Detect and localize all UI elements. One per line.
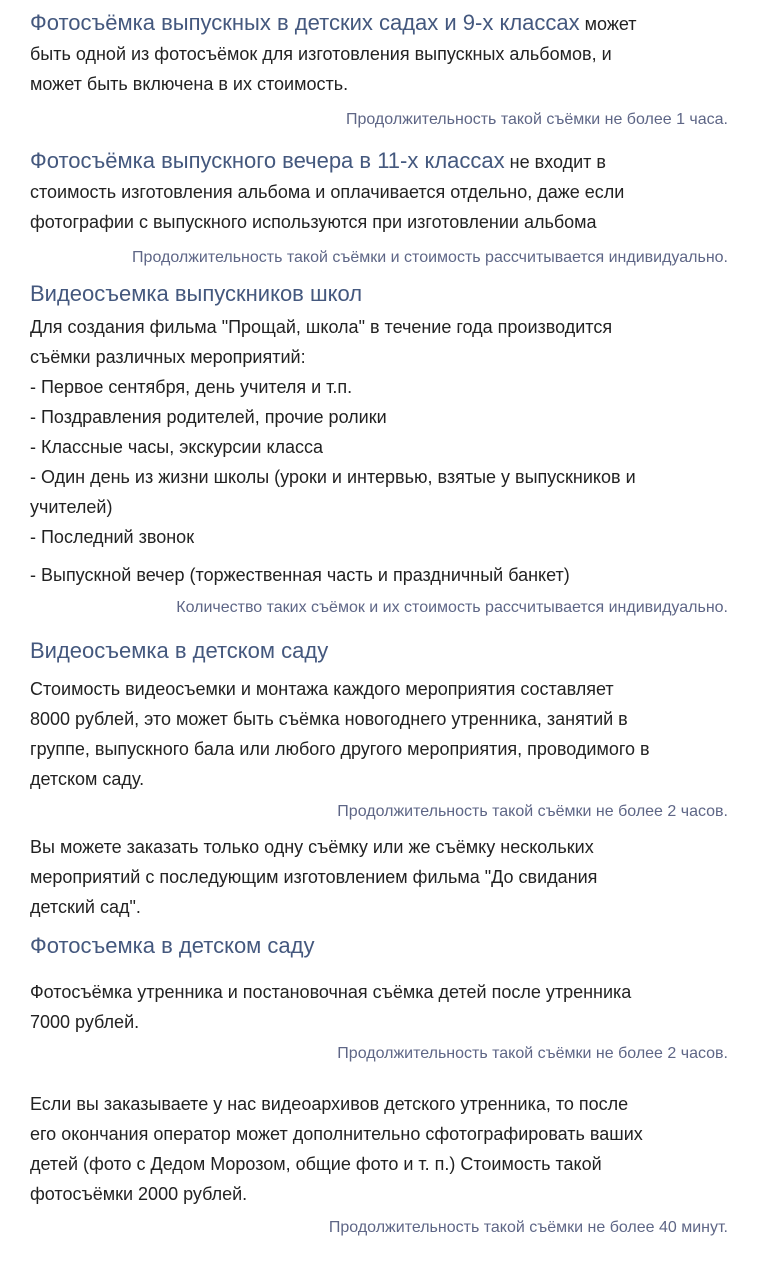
list-item: - Первое сентября, день учителя и т.п.: [30, 377, 353, 397]
list-item-continued: учителей): [30, 497, 113, 517]
section-title: Фотосъёмка выпускных в детских садах и 9-х классах: [30, 10, 580, 35]
section-kindergarten-video-extra: [30, 832, 730, 922]
section-kindergarten-grade9-photo: [30, 8, 730, 99]
text-line: может быть включена в их стоимость.: [30, 74, 349, 94]
duration-note: Продолжительность такой съёмки и стоимость рассчитывается индивидуально.: [132, 249, 728, 266]
section-school-video-body: [30, 312, 730, 552]
section-first-line: [30, 146, 730, 177]
section-kindergarten-video-body: [30, 674, 730, 794]
text-line: его окончания оператор может дополнительно сфотографировать ваших: [30, 1124, 643, 1144]
list-item: - Классные часы, экскурсии класса: [30, 437, 324, 457]
list-item: - Последний звонок: [30, 527, 195, 547]
count-note: Количество таких съёмок и их стоимость рассчитывается индивидуально.: [176, 599, 728, 616]
text-line: 7000 рублей.: [30, 1012, 140, 1032]
duration-note: Продолжительность такой съёмки не более 2 часов.: [337, 803, 728, 820]
duration-note: Продолжительность такой съёмки не более 1 часа.: [345, 111, 728, 128]
text-line: Если вы заказываете у нас видеоархивов детского утренника, то после: [30, 1094, 629, 1114]
text-line: Фотосъёмка утренника и постановочная съёмка детей после утренника: [30, 982, 632, 1002]
section-title-school-video: Видеосъемка выпускников школ: [30, 281, 363, 306]
section-lead-text: может: [579, 14, 637, 34]
text-line: детей (фото с Дедом Морозом, общие фото и т. п.) Стоимость такой: [30, 1154, 602, 1174]
text-line: детский сад".: [30, 897, 141, 917]
text-line: Вы можете заказать только одну съёмку или же съёмку нескольких: [30, 837, 594, 857]
text-line: быть одной из фотосъёмок для изготовления выпускных альбомов, и: [30, 44, 612, 64]
duration-note: Продолжительность такой съёмки не более 2 часов.: [337, 1045, 728, 1062]
text-line: Для создания фильма "Прощай, школа" в течение года производится: [30, 317, 613, 337]
section-title-kindergarten-photo: Фотосъемка в детском саду: [30, 933, 315, 958]
text-line: детском саду.: [30, 769, 145, 789]
section-title: Фотосъёмка выпускного вечера в 11-х классах: [30, 148, 505, 173]
section-grade11-prom-photo: [30, 146, 730, 237]
text-line: фотосъёмки 2000 рублей.: [30, 1184, 248, 1204]
text-line: съёмки различных мероприятий:: [30, 347, 306, 367]
text-line: Стоимость видеосъемки и монтажа каждого мероприятия составляет: [30, 679, 614, 699]
section-first-line: [30, 8, 730, 39]
duration-note: Продолжительность такой съёмки не более 40 минут.: [328, 1219, 728, 1236]
list-item: - Поздравления родителей, прочие ролики: [30, 407, 387, 427]
text-line: стоимость изготовления альбома и оплачивается отдельно, даже если: [30, 182, 625, 202]
text-line: фотографии с выпускного используются при изготовлении альбома: [30, 212, 597, 232]
section-kindergarten-photo-extra: [30, 1089, 730, 1209]
text-line: мероприятий с последующим изготовлением фильма "До свидания: [30, 867, 598, 887]
section-kindergarten-photo-body: [30, 977, 730, 1037]
list-item: - Выпускной вечер (торжественная часть и праздничный банкет): [30, 565, 570, 585]
list-item: - Один день из жизни школы (уроки и интервью, взятые у выпускников и: [30, 467, 636, 487]
text-line: группе, выпускного бала или любого другого мероприятия, проводимого в: [30, 739, 650, 759]
text-line: 8000 рублей, это может быть съёмка новогоднего утренника, занятий в: [30, 709, 628, 729]
section-lead-text: не входит в: [504, 152, 606, 172]
section-title-kindergarten-video: Видеосъемка в детском саду: [30, 638, 329, 663]
